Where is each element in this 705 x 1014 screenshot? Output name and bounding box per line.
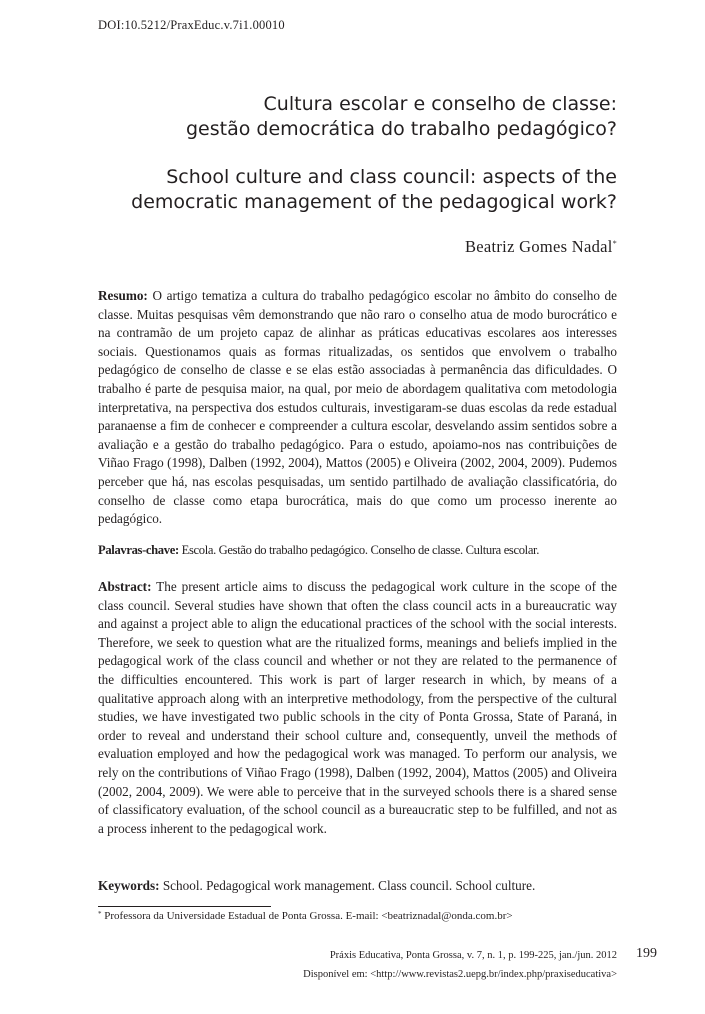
journal-url: Disponível em: <http://www.revistas2.uepg.br/index.php/praxiseducativa>	[303, 969, 617, 980]
author-footnote-mark: *	[612, 239, 617, 248]
abstract-text: The present article aims to discuss the pedagogical work culture in the scope of the class council. Several studies have shown that often the class council acts in a bureaucratic way and against a project able to align the educational practices of the school with the social interests. Therefore, we seek to question what are the ritualized forms, meanings and beliefs implied in the pedagogical work of the class council and whether or not they are related to the permanence of the difficulties encountered. This work is part of larger research in which, by means of a qualitative approach along with an interpretive methodology, from the perspective of the cultural studies, we have investigated two public schools in the city of Ponta Grossa, State of Paraná, in order to reveal and understand their school culture and, consequently, unveil the methods of evaluation employed and how the pedagogical work was managed. To perform our analysis, we rely on the contributions of Viñao Frago (1998), Dalben (1992, 2004), Mattos (2005) and Oliveira (2002, 2004, 2009). We were able to perceive that in the surveyed schools there is a shared sense of classificatory evaluation, of the school council as a bureaucratic step to be fulfilled, and not as a process inherent to the pedagogical work.	[98, 579, 617, 836]
keywords-paragraph	[98, 877, 617, 896]
abstract-paragraph	[98, 578, 617, 838]
title-en-line-2: democratic management of the pedagogical work?	[131, 191, 617, 213]
palavras-chave-text: Escola. Gestão do trabalho pedagógico. Conselho de classe. Cultura escolar.	[181, 543, 540, 557]
journal-citation: Práxis Educativa, Ponta Grossa, v. 7, n. 1, p. 199-225, jan./jun. 2012	[329, 950, 617, 961]
author-name: Beatriz Gomes Nadal	[464, 237, 613, 256]
title-en-line-1: School culture and class council: aspects of the	[166, 166, 617, 188]
doi-header: DOI:10.5212/PraxEduc.v.7i1.00010	[98, 18, 285, 32]
footnote-divider	[98, 906, 271, 907]
palavras-chave-paragraph	[98, 541, 617, 560]
title-pt-line-1: Cultura escolar e conselho de classe:	[263, 93, 617, 115]
keywords-label: Keywords:	[98, 878, 160, 893]
footnote	[98, 910, 513, 922]
title-portuguese	[96, 92, 617, 142]
keywords-text: School. Pedagogical work management. Class council. School culture.	[162, 878, 536, 893]
resumo-paragraph	[98, 287, 617, 529]
title-pt-line-2: gestão democrática do trabalho pedagógico?	[186, 118, 617, 140]
footnote-mark: *	[98, 910, 102, 918]
resumo-label: Resumo:	[98, 288, 148, 303]
article-titles	[96, 92, 617, 215]
footnote-text: Professora da Universidade Estadual de Ponta Grossa. E-mail: <beatriznadal@onda.com.br>	[104, 910, 513, 922]
resumo-text: O artigo tematiza a cultura do trabalho pedagógico escolar no âmbito do conselho de classe. Muitas pesquisas vêm demonstrando que não raro o conselho atua de modo burocrático e na contramão de um projeto capaz de alinhar as práticas educativas escolares aos interesses sociais. Questionamos quais as formas ritualizadas, os sentidos que envolvem o trabalho pedagógico de conselho de classe e se elas estão associadas à permanência das dificuldades. O trabalho é parte de pesquisa maior, na qual, por meio de abordagem qualitativa com metodologia interpretativa, na perspectiva dos estudos culturais, investigaram-se duas escolas da rede estadual paranaense a fim de conhecer e compreender a cultura escolar, desvelando assim sentidos sobre a avaliação e a gestão do trabalho pedagógico. Para o estudo, apoiamo-nos nas contribuições de Viñao Frago (1998), Dalben (1992, 2004), Mattos (2005) e Oliveira (2002, 2004, 2009). Pudemos perceber que há, nas escolas pesquisadas, um sentido partilhado de avaliação classificatória, do conselho de classe como etapa burocrática, mais do que como um processo inerente ao pedagógico.	[98, 288, 617, 527]
author-line	[465, 237, 617, 257]
page-number: 199	[636, 946, 657, 961]
abstract-label: Abstract:	[98, 579, 152, 594]
palavras-chave-label: Palavras-chave:	[98, 543, 179, 557]
journal-footer	[197, 946, 617, 984]
title-english	[96, 165, 617, 215]
